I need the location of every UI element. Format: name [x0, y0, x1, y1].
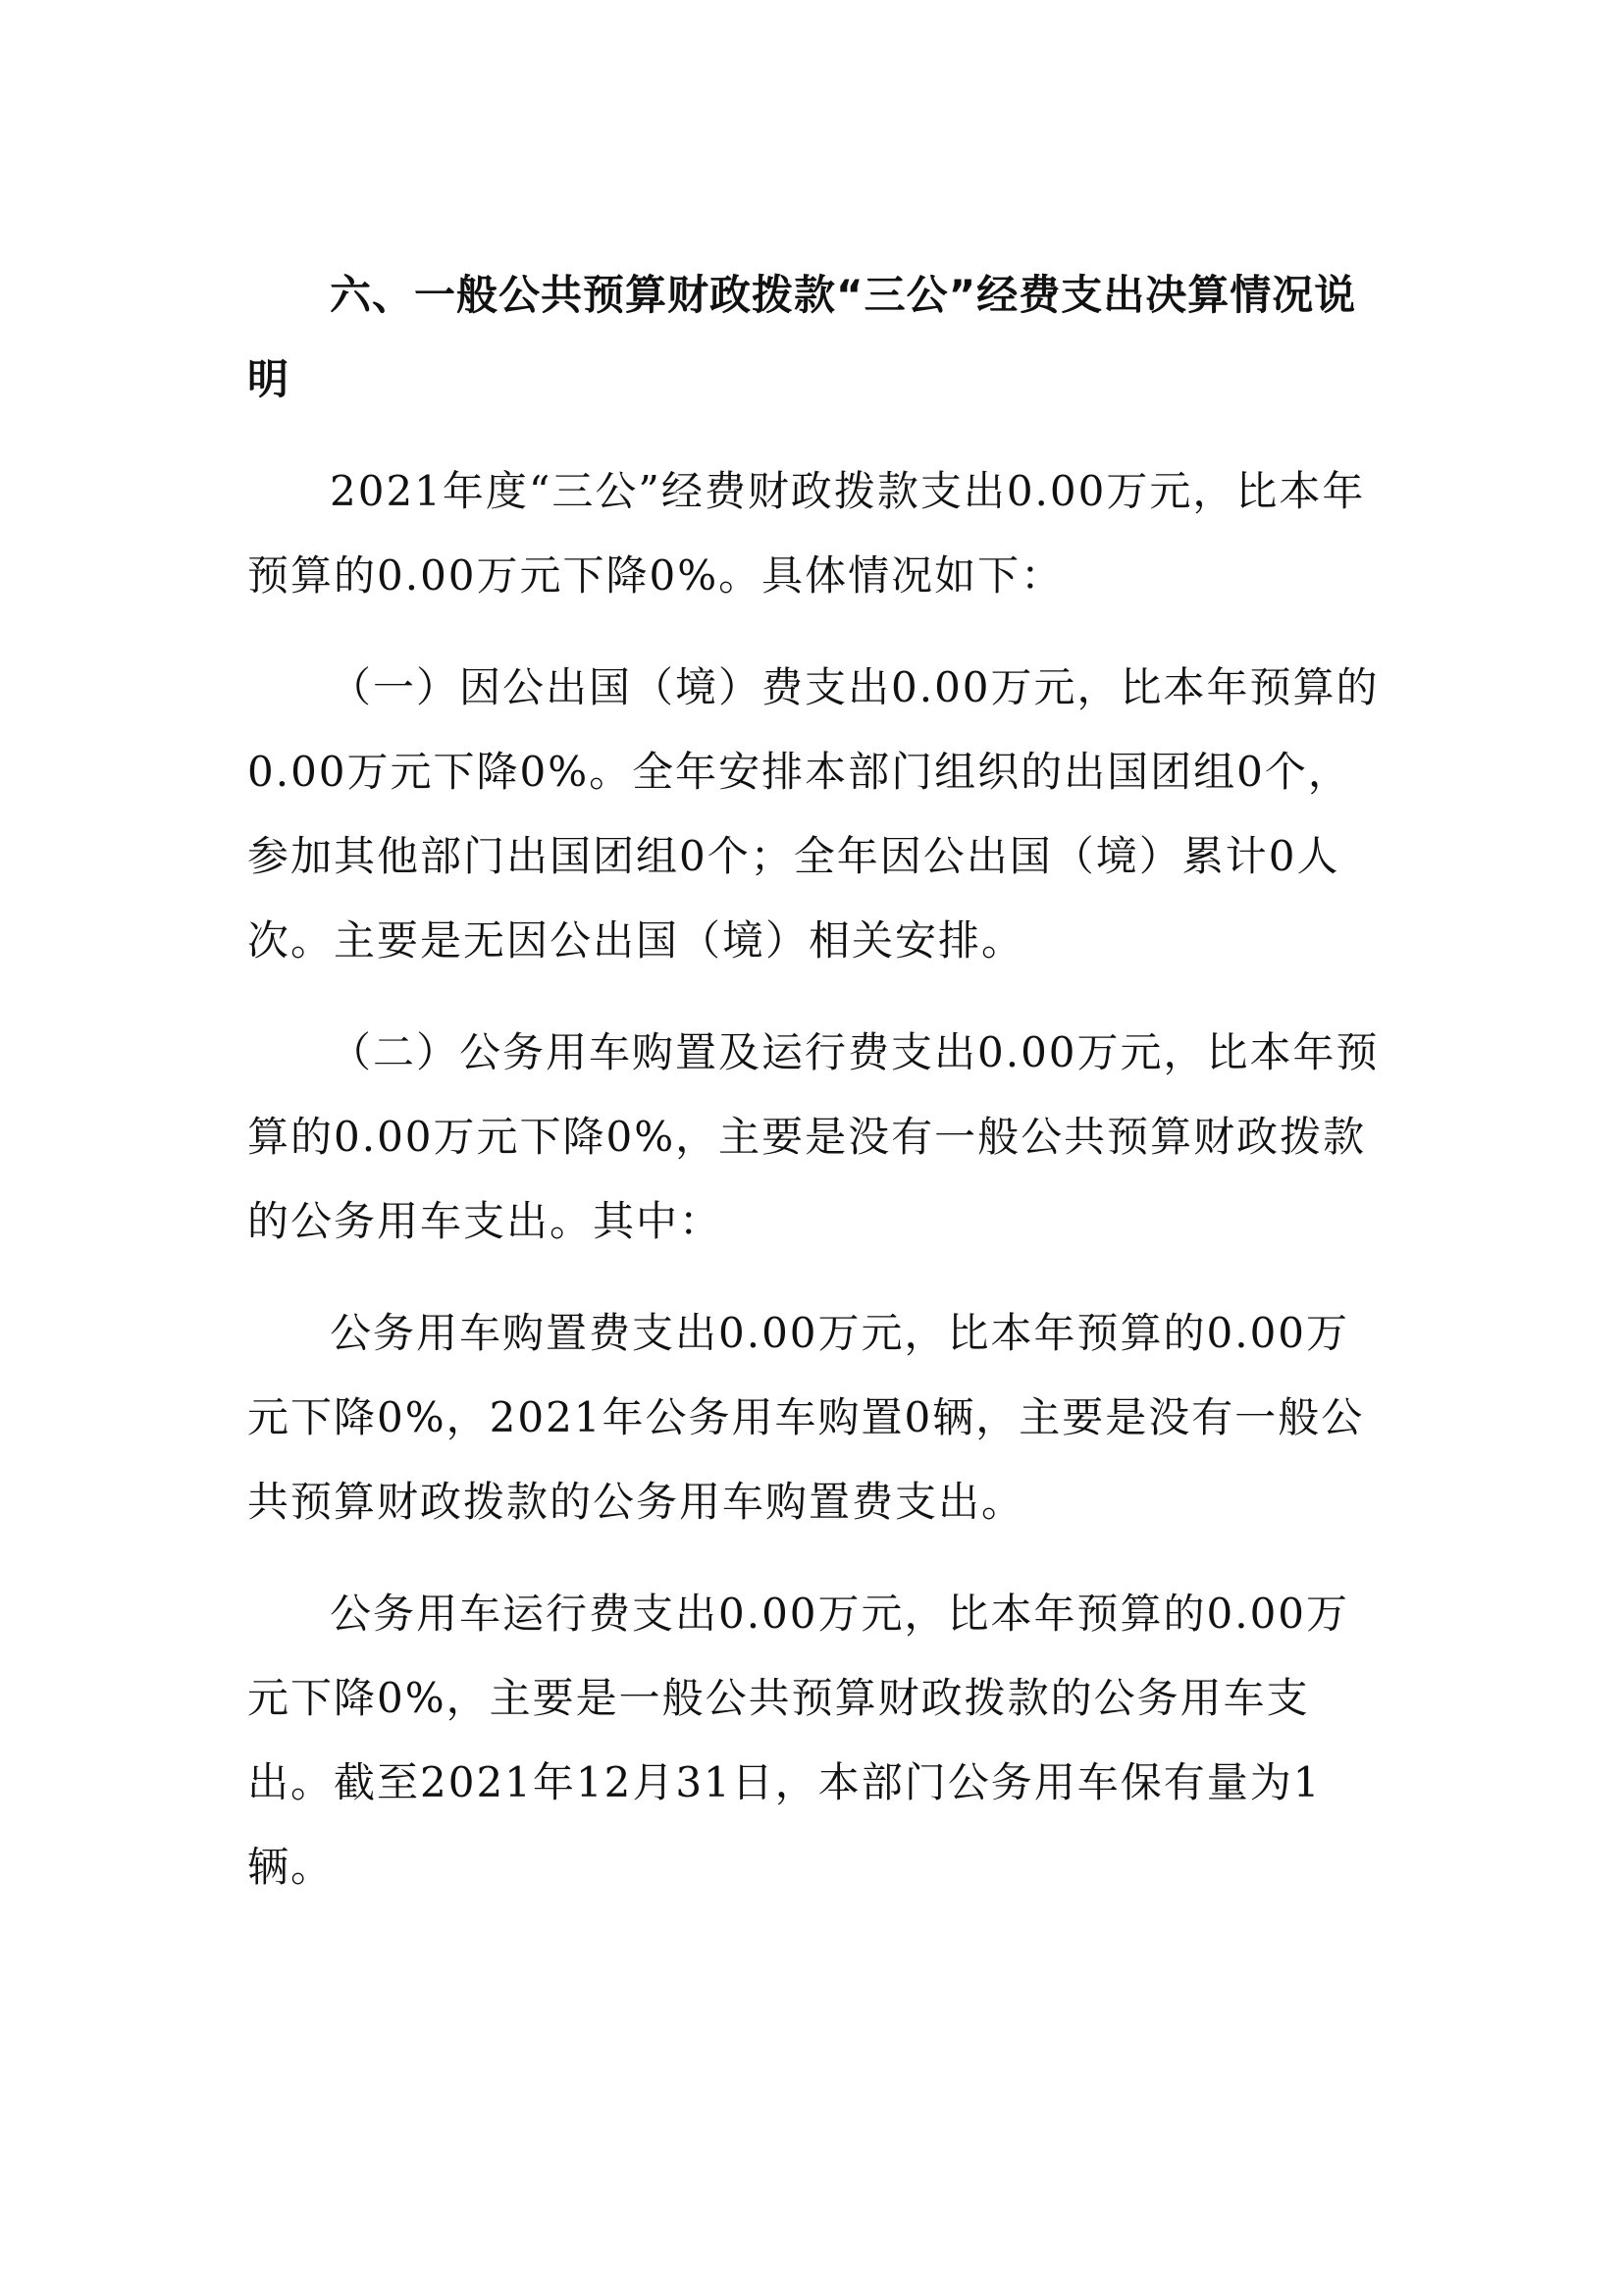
- paragraph-vehicle-purchase: 公务用车购置费支出0.00万元，比本年预算的0.00万元下降0%，2021年公务用车购置0辆，主要是没有一般公共预算财政拨款的公务用车购置费支出。: [247, 1309, 1365, 1526]
- document-body: [247, 253, 1386, 1909]
- paragraph-vehicle-operation: 公务用车运行费支出0.00万元，比本年预算的0.00万元下降0%，主要是一般公共预算财政拨款的公务用车支出。截至2021年12月31日，本部门公务用车保有量为1辆。: [247, 1590, 1350, 1891]
- section-heading: 六、一般公共预算财政拨款“三公”经费支出决算情况说明: [247, 271, 1357, 403]
- paragraph-official-vehicles: （二）公务用车购置及运行费支出0.00万元，比本年预算的0.00万元下降0%，主要是没有一般公共预算财政拨款的公务用车支出。其中：: [247, 1028, 1380, 1245]
- paragraph-overseas-travel: （一）因公出国（境）费支出0.00万元，比本年预算的0.00万元下降0%。全年安排本部门组织的出国团组0个，参加其他部门出国团组0个；全年因公出国（境）累计0人次。主要是无因公出国（境）相关安排。: [247, 663, 1380, 965]
- paragraph-summary: 2021年度“三公”经费财政拨款支出0.00万元，比本年预算的0.00万元下降0%。具体情况如下：: [247, 467, 1366, 600]
